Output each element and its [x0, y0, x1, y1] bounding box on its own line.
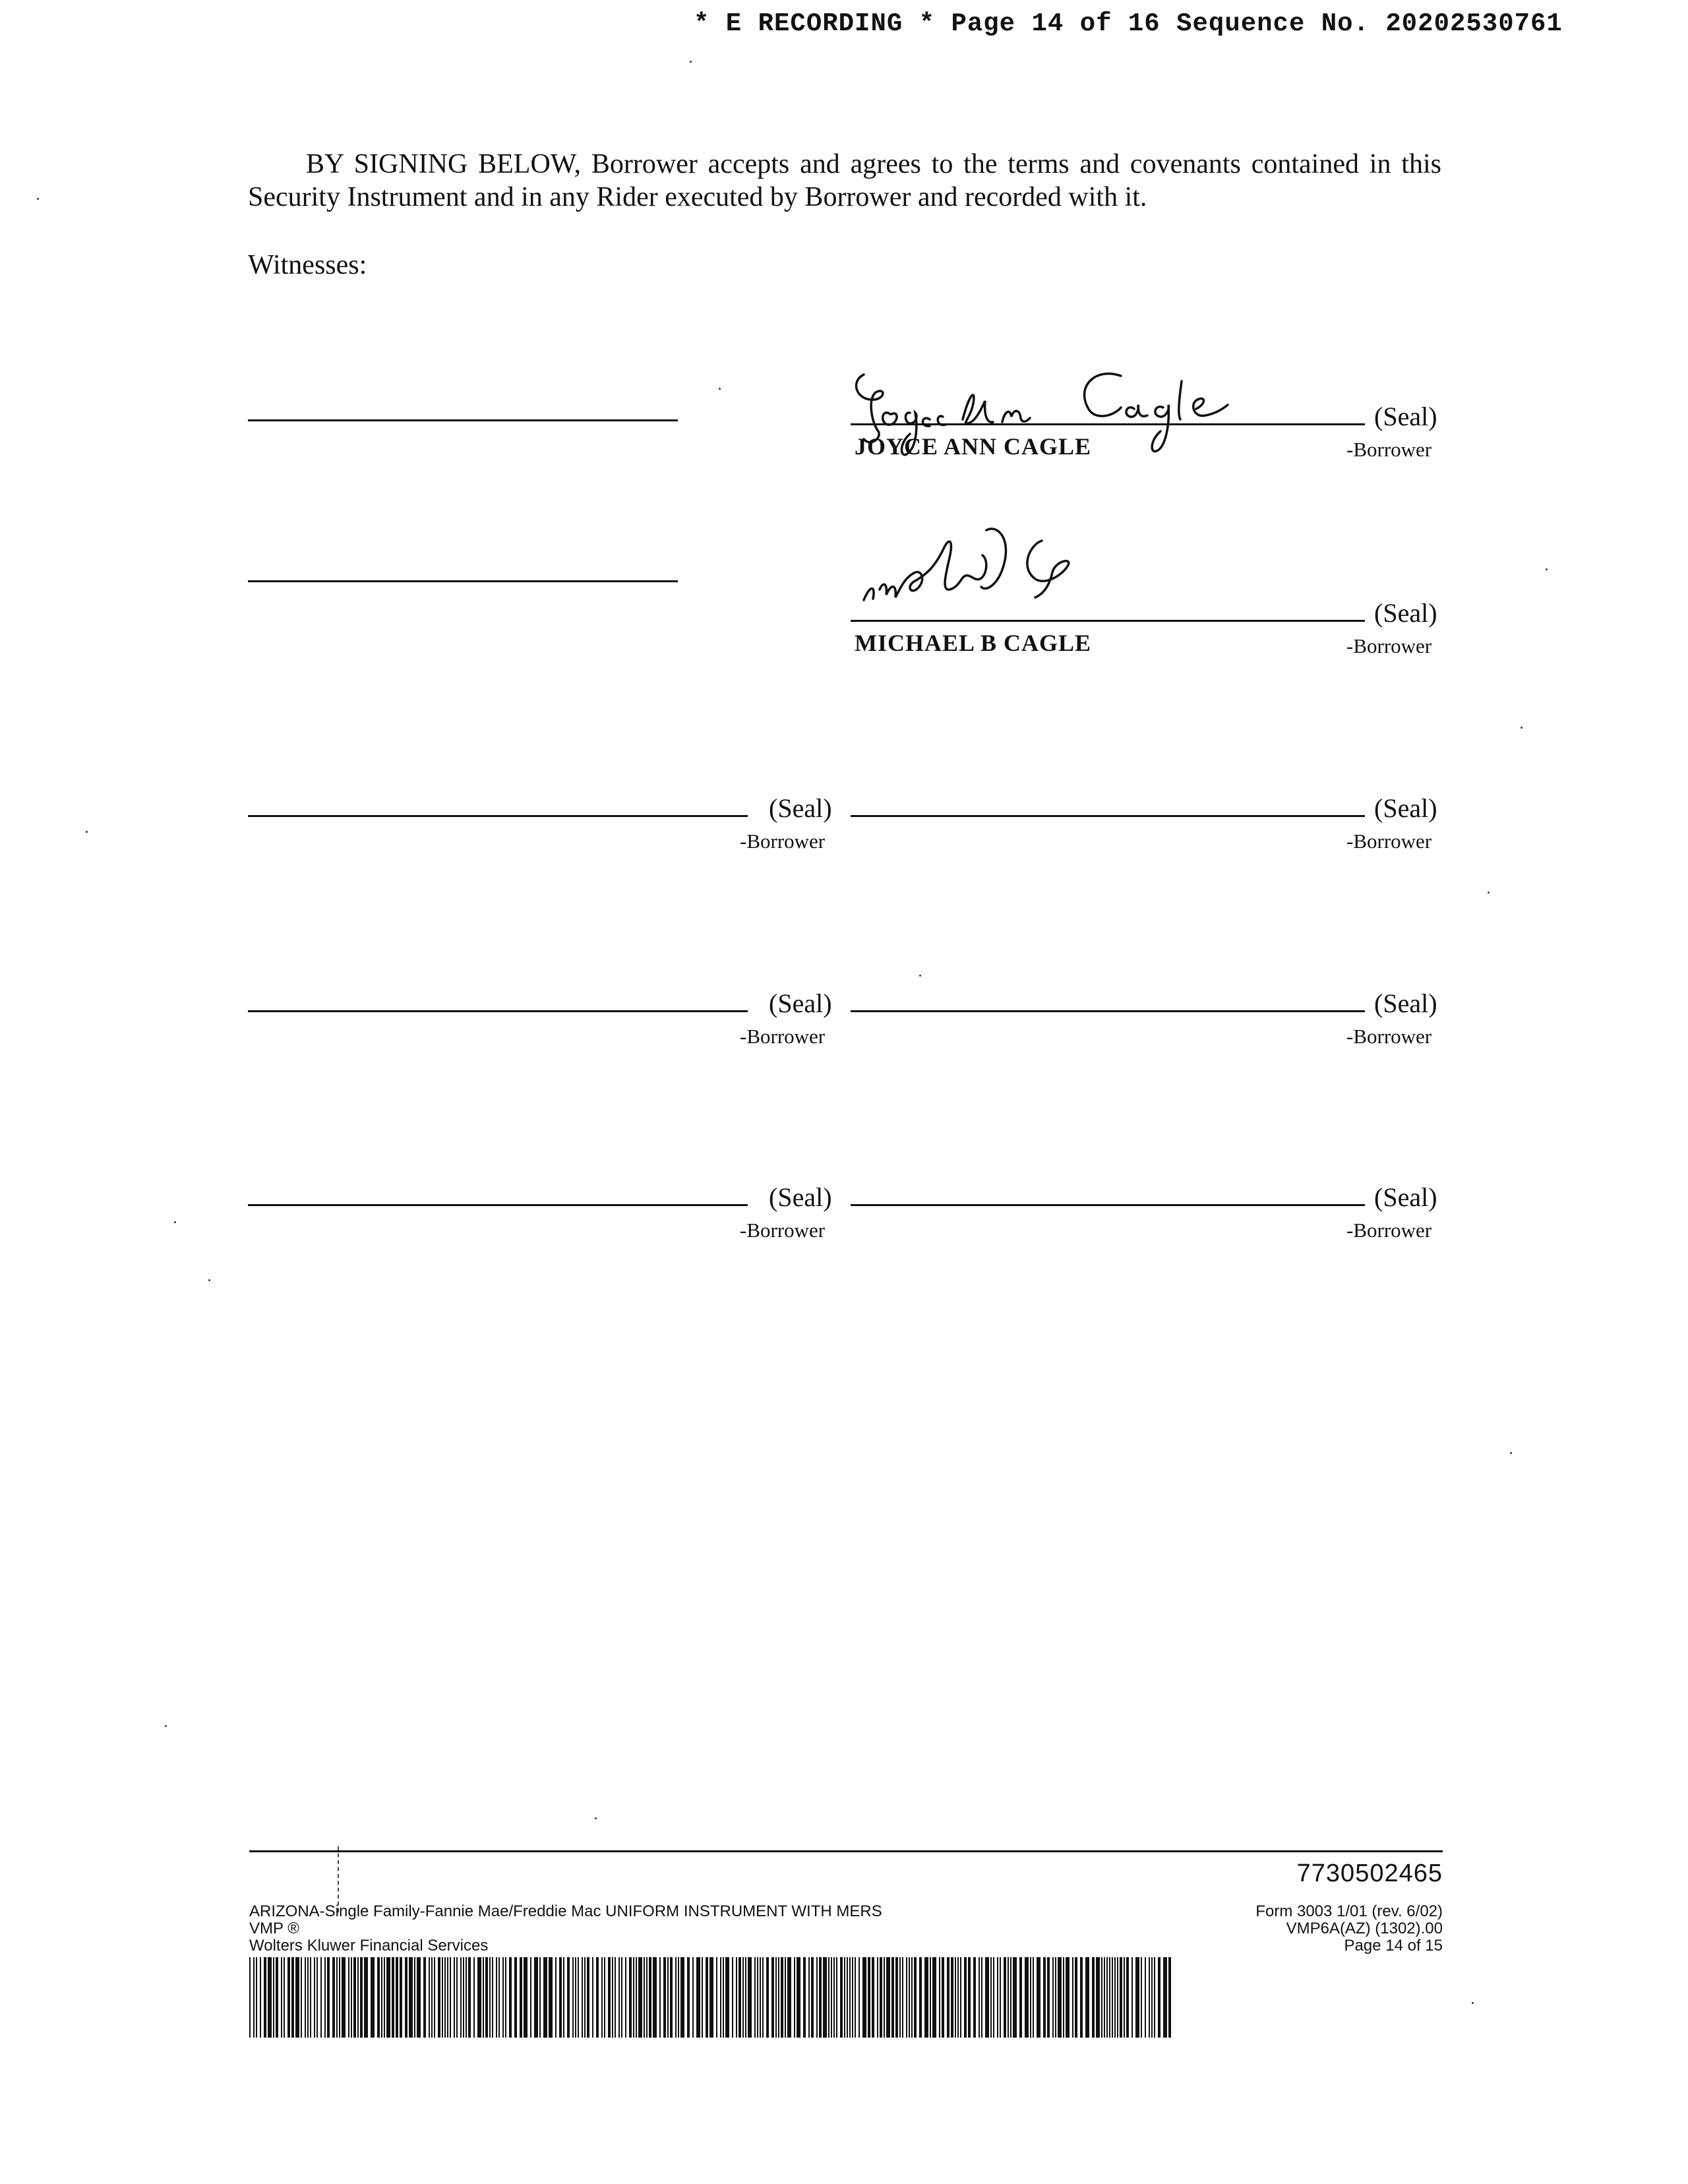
- barcode-bar: [444, 1957, 446, 2038]
- barcode-bar: [260, 1957, 261, 2038]
- barcode-bar: [409, 1957, 413, 2038]
- barcode-bar: [1066, 1957, 1070, 2038]
- publisher: Wolters Kluwer Financial Services: [249, 1937, 489, 1955]
- seal-label: (Seal): [1374, 988, 1437, 1018]
- barcode-bar: [1117, 1957, 1118, 2038]
- barcode-bar: [687, 1957, 690, 2038]
- barcode-bar: [371, 1957, 375, 2038]
- barcode-bar: [732, 1957, 733, 2038]
- barcode-bar: [973, 1957, 976, 2038]
- barcode-bar: [895, 1957, 898, 2038]
- barcode-bar: [775, 1957, 777, 2038]
- barcode-bar: [1008, 1957, 1009, 2038]
- barcode-bar: [1085, 1957, 1089, 2038]
- barcode-bar: [1106, 1957, 1108, 2038]
- barcode-bar: [463, 1957, 464, 2038]
- barcode-bar: [575, 1957, 576, 2038]
- barcode-bar: [485, 1957, 488, 2038]
- barcode-bar: [468, 1957, 471, 2038]
- form-identifiers: [1255, 1903, 1443, 1955]
- barcode-bar: [644, 1957, 645, 2038]
- barcode-bar: [327, 1957, 330, 2038]
- barcode-bar: [1126, 1957, 1129, 2038]
- barcode-bar: [281, 1957, 282, 2038]
- barcode-bar: [572, 1957, 574, 2038]
- barcode-bar: [514, 1957, 517, 2038]
- barcode-bar: [716, 1957, 717, 2038]
- barcode-bar: [797, 1957, 800, 2038]
- barcode-bar: [1158, 1957, 1160, 2038]
- borrower-label: -Borrower: [1346, 1025, 1432, 1048]
- barcode-bar: [392, 1957, 394, 2038]
- barcode-bar: [305, 1957, 306, 2038]
- barcode-bar: [324, 1957, 326, 2038]
- barcode-bar: [1004, 1957, 1006, 2038]
- barcode-bar: [924, 1957, 928, 2038]
- scan-speck: [208, 1279, 210, 1281]
- barcode-bar: [534, 1957, 538, 2038]
- barcode-bar: [706, 1957, 708, 2038]
- barcode-bar: [787, 1957, 791, 2038]
- barcode-bar: [872, 1957, 874, 2038]
- barcode-bar: [559, 1957, 562, 2038]
- barcode-bar: [906, 1957, 907, 2038]
- barcode-bar: [840, 1957, 843, 2038]
- barcode-bar: [811, 1957, 814, 2038]
- barcode-bar: [636, 1957, 637, 2038]
- scan-speck: [919, 975, 921, 977]
- barcode-bar: [823, 1957, 827, 2038]
- barcode-bar: [862, 1957, 866, 2038]
- barcode-bar: [543, 1957, 547, 2038]
- barcode-bar: [633, 1957, 634, 2038]
- barcode-bar: [608, 1957, 611, 2038]
- barcode-bar: [659, 1957, 661, 2038]
- barcode-bar: [1092, 1957, 1095, 2038]
- borrower-label: -Borrower: [1346, 438, 1432, 461]
- barcode-bar: [1013, 1957, 1017, 2038]
- barcode-bar: [1063, 1957, 1064, 2038]
- barcode-bar: [549, 1957, 553, 2038]
- barcode-bar: [592, 1957, 593, 2038]
- barcode-bar: [1072, 1957, 1073, 2038]
- barcode-bar: [276, 1957, 278, 2038]
- barcode-bar: [417, 1957, 421, 2038]
- scan-speck: [1546, 568, 1548, 570]
- barcode-bar: [947, 1957, 950, 2038]
- barcode-bar: [414, 1957, 415, 2038]
- barcode-bar: [990, 1957, 992, 2038]
- barcode-bar: [489, 1957, 491, 2038]
- barcode-bar: [778, 1957, 779, 2038]
- barcode-bar: [450, 1957, 451, 2038]
- barcode-bar: [434, 1957, 435, 2038]
- signature-line: [248, 1204, 748, 1206]
- barcode-bar: [902, 1957, 903, 2038]
- form-code: VMP6A(AZ) (1302).00: [1286, 1920, 1443, 1937]
- barcode-bar: [1075, 1957, 1077, 2038]
- seal-label: (Seal): [769, 1182, 832, 1212]
- barcode-bar: [1120, 1957, 1122, 2038]
- barcode-bar: [884, 1957, 885, 2038]
- barcode-bar: [914, 1957, 917, 2038]
- barcode-bar: [911, 1957, 913, 2038]
- barcode-bar: [891, 1957, 894, 2038]
- form-description: [249, 1903, 882, 1955]
- barcode-bar: [1047, 1957, 1050, 2038]
- signer-name: JOYCE ANN CAGLE: [855, 433, 1092, 460]
- barcode-bar: [400, 1957, 402, 2038]
- barcode-bar: [256, 1957, 257, 2038]
- scan-speck: [37, 198, 39, 200]
- barcode-bar: [629, 1957, 632, 2038]
- barcode-bar: [930, 1957, 931, 2038]
- scan-speck: [690, 61, 692, 63]
- barcode-bar: [587, 1957, 589, 2038]
- barcode-bar: [492, 1957, 493, 2038]
- barcode-bar: [621, 1957, 622, 2038]
- form-title: ARIZONA-Single Family-Fannie Mae/Freddie Mac UNIFORM INSTRUMENT WITH MERS: [249, 1902, 882, 1920]
- barcode-bar: [720, 1957, 721, 2038]
- barcode-bar: [1101, 1957, 1102, 2038]
- barcode-bar: [438, 1957, 440, 2038]
- barcode-bar: [563, 1957, 564, 2038]
- recording-header: * E RECORDING * Page 14 of 16 Sequence No. 20202530761: [694, 9, 1563, 38]
- barcode-bar: [1043, 1957, 1046, 2038]
- barcode-bar: [819, 1957, 822, 2038]
- barcode-bar: [295, 1957, 299, 2038]
- signing-statement: BY SIGNING BELOW, Borrower accepts and agrees to the terms and covenants contained in this Security Instrument and in any Rider executed by Borrower and recorded with it.: [248, 149, 1441, 212]
- barcode-bar: [1055, 1957, 1056, 2038]
- form-page-number: Page 14 of 15: [1344, 1937, 1443, 1955]
- barcode-bar: [301, 1957, 302, 2038]
- seal-label: (Seal): [769, 793, 832, 823]
- barcode-bar: [748, 1957, 752, 2038]
- barcode-bar: [273, 1957, 274, 2038]
- barcode-bar: [1058, 1957, 1062, 2038]
- barcode-bar: [509, 1957, 512, 2038]
- barcode-bar: [625, 1957, 626, 2038]
- barcode-bar: [423, 1957, 426, 2038]
- barcode-bar: [678, 1957, 679, 2038]
- barcode-bar: [498, 1957, 500, 2038]
- barcode-bar: [291, 1957, 294, 2038]
- barcode-bar: [1124, 1957, 1125, 2038]
- barcode-bar: [638, 1957, 642, 2038]
- barcode-bar: [849, 1957, 851, 2038]
- barcode-bar: [1104, 1957, 1105, 2038]
- barcode-bar: [612, 1957, 613, 2038]
- scan-speck: [719, 388, 721, 390]
- barcode-bar: [539, 1957, 541, 2038]
- barcode-bar: [803, 1957, 806, 2038]
- barcode-bar: [1037, 1957, 1040, 2038]
- barcode-bar: [268, 1957, 272, 2038]
- seal-label: (Seal): [1374, 1182, 1437, 1212]
- barcode-bar: [336, 1957, 338, 2038]
- scan-speck: [86, 831, 88, 833]
- barcode-bar: [696, 1957, 700, 2038]
- barcode-bar: [364, 1957, 368, 2038]
- barcode-bar: [1151, 1957, 1153, 2038]
- barcode-bar: [1168, 1957, 1171, 2038]
- barcode-bar: [386, 1957, 390, 2038]
- barcode-bar: [1163, 1957, 1167, 2038]
- barcode-bar: [955, 1957, 956, 2038]
- barcode-bar: [377, 1957, 380, 2038]
- barcode-bar: [979, 1957, 980, 2038]
- signer-name: MICHAEL B CAGLE: [855, 630, 1092, 656]
- barcode-bar: [785, 1957, 786, 2038]
- vmp-mark: VMP ®: [249, 1920, 299, 1937]
- witnesses-label: Witnesses:: [248, 250, 367, 280]
- signature-line-1: [851, 423, 1365, 425]
- barcode-bar: [466, 1957, 467, 2038]
- barcode-bar: [442, 1957, 443, 2038]
- barcode-bar: [877, 1957, 878, 2038]
- barcode-bar: [1010, 1957, 1011, 2038]
- witness-line-1: [248, 419, 678, 421]
- barcode-bar: [287, 1957, 290, 2038]
- barcode-bar: [919, 1957, 922, 2038]
- barcode-bar: [852, 1957, 853, 2038]
- barcode-bar: [316, 1957, 318, 2038]
- borrower-label: -Borrower: [1346, 1219, 1432, 1242]
- barcode-bar: [310, 1957, 311, 2038]
- barcode-bar: [762, 1957, 764, 2038]
- barcode-bar: [384, 1957, 385, 2038]
- barcode-bar: [1052, 1957, 1054, 2038]
- barcode-bar: [808, 1957, 810, 2038]
- barcode-bar: [604, 1957, 605, 2038]
- scan-speck: [174, 1221, 176, 1223]
- barcode-bar: [964, 1957, 967, 2038]
- loan-number: 7730502465: [1296, 1860, 1443, 1887]
- scan-speck: [165, 1725, 167, 1727]
- barcode-bar: [615, 1957, 616, 2038]
- barcode-bar: [1033, 1957, 1034, 2038]
- barcode-bar: [738, 1957, 741, 2038]
- barcode-bar: [477, 1957, 481, 2038]
- barcode-bar: [1000, 1957, 1001, 2038]
- barcode-bar: [932, 1957, 936, 2038]
- barcode-bar: [1025, 1957, 1029, 2038]
- barcode-bar: [844, 1957, 845, 2038]
- barcode-bar: [649, 1957, 651, 2038]
- barcode-bar: [646, 1957, 648, 2038]
- seal-label: (Seal): [1374, 402, 1437, 431]
- borrower-label: -Borrower: [740, 830, 826, 853]
- barcode-bar: [582, 1957, 583, 2038]
- barcode-bar: [833, 1957, 835, 2038]
- barcode-bar: [702, 1957, 703, 2038]
- barcode-bar: [1141, 1957, 1142, 2038]
- barcode-bar: [939, 1957, 940, 2038]
- barcode-bar: [320, 1957, 322, 2038]
- barcode-bar: [1154, 1957, 1155, 2038]
- barcode-bar: [456, 1957, 458, 2038]
- barcode-bar: [618, 1957, 620, 2038]
- barcode-bar: [530, 1957, 531, 2038]
- barcode-bar: [909, 1957, 910, 2038]
- barcode-bar: [1131, 1957, 1133, 2038]
- barcode: [249, 1957, 1172, 2038]
- barcode-bar: [960, 1957, 961, 2038]
- signature-line: [248, 815, 748, 817]
- barcode-bar: [653, 1957, 657, 2038]
- form-number: Form 3003 1/01 (rev. 6/02): [1255, 1902, 1443, 1920]
- barcode-bar: [1109, 1957, 1110, 2038]
- barcode-bar: [709, 1957, 713, 2038]
- barcode-bar: [1135, 1957, 1139, 2038]
- barcode-bar: [968, 1957, 971, 2038]
- barcode-bar: [667, 1957, 669, 2038]
- barcode-bar: [1030, 1957, 1031, 2038]
- barcode-bar: [997, 1957, 998, 2038]
- scan-speck: [1510, 1452, 1512, 1454]
- barcode-bar: [1096, 1957, 1100, 2038]
- barcode-bar: [670, 1957, 673, 2038]
- barcode-bar: [663, 1957, 666, 2038]
- barcode-bar: [405, 1957, 407, 2038]
- barcode-bar: [307, 1957, 309, 2038]
- barcode-bar: [816, 1957, 818, 2038]
- barcode-bar: [348, 1957, 349, 2038]
- scan-speck: [1521, 727, 1522, 729]
- barcode-bar: [831, 1957, 832, 2038]
- seal-label: (Seal): [769, 988, 832, 1018]
- barcode-bar: [1112, 1957, 1113, 2038]
- barcode-bar: [951, 1957, 953, 2038]
- barcode-bar: [342, 1957, 346, 2038]
- barcode-bar: [339, 1957, 340, 2038]
- barcode-bar: [332, 1957, 335, 2038]
- borrower-label: -Borrower: [1346, 830, 1432, 853]
- barcode-bar: [357, 1957, 359, 2038]
- barcode-bar: [584, 1957, 586, 2038]
- barcode-bar: [675, 1957, 677, 2038]
- seal-label: (Seal): [1374, 793, 1437, 823]
- barcode-bar: [899, 1957, 901, 2038]
- barcode-bar: [496, 1957, 497, 2038]
- barcode-bar: [601, 1957, 603, 2038]
- barcode-bar: [284, 1957, 285, 2038]
- borrower-label: -Borrower: [740, 1025, 826, 1048]
- barcode-bar: [353, 1957, 356, 2038]
- barcode-bar: [757, 1957, 758, 2038]
- scan-speck: [595, 1817, 597, 1819]
- barcode-bar: [381, 1957, 382, 2038]
- barcode-bar: [886, 1957, 890, 2038]
- handwritten-signature: [857, 521, 1134, 620]
- barcode-bar: [1149, 1957, 1150, 2038]
- barcode-bar: [725, 1957, 729, 2038]
- barcode-bar: [745, 1957, 746, 2038]
- barcode-bar: [431, 1957, 433, 2038]
- barcode-bar: [754, 1957, 756, 2038]
- barcode-bar: [985, 1957, 989, 2038]
- seal-label: (Seal): [1374, 598, 1437, 628]
- barcode-bar: [1019, 1957, 1022, 2038]
- barcode-bar: [249, 1957, 251, 2038]
- barcode-bar: [794, 1957, 795, 2038]
- barcode-bar: [567, 1957, 570, 2038]
- signature-line-2: [851, 620, 1365, 622]
- barcode-bar: [454, 1957, 455, 2038]
- barcode-bar: [692, 1957, 694, 2038]
- barcode-bar: [680, 1957, 684, 2038]
- barcode-bar: [429, 1957, 430, 2038]
- barcode-bar: [942, 1957, 944, 2038]
- barcode-bar: [742, 1957, 744, 2038]
- barcode-bar: [264, 1957, 266, 2038]
- barcode-bar: [524, 1957, 528, 2038]
- witness-line-2: [248, 580, 678, 582]
- barcode-bar: [880, 1957, 882, 2038]
- signature-line: [851, 1010, 1365, 1012]
- barcode-bar: [736, 1957, 737, 2038]
- barcode-bar: [847, 1957, 848, 2038]
- barcode-bar: [859, 1957, 860, 2038]
- barcode-bar: [855, 1957, 856, 2038]
- barcode-bar: [1145, 1957, 1146, 2038]
- barcode-bar: [771, 1957, 774, 2038]
- signature-line: [248, 1010, 748, 1012]
- barcode-bar: [447, 1957, 448, 2038]
- barcode-bar: [993, 1957, 994, 2038]
- barcode-bar: [836, 1957, 837, 2038]
- footer-rule: [249, 1850, 1443, 1852]
- barcode-bar: [760, 1957, 761, 2038]
- scan-speck: [1472, 2002, 1474, 2004]
- barcode-bar: [483, 1957, 484, 2038]
- barcode-bar: [578, 1957, 579, 2038]
- barcode-bar: [957, 1957, 959, 2038]
- barcode-bar: [766, 1957, 769, 2038]
- signature-line: [851, 815, 1365, 817]
- barcode-bar: [460, 1957, 462, 2038]
- barcode-bar: [505, 1957, 506, 2038]
- barcode-bar: [314, 1957, 315, 2038]
- barcode-bar: [781, 1957, 783, 2038]
- barcode-bar: [828, 1957, 829, 2038]
- barcode-bar: [253, 1957, 255, 2038]
- barcode-bar: [1114, 1957, 1116, 2038]
- barcode-bar: [723, 1957, 724, 2038]
- barcode-bar: [360, 1957, 363, 2038]
- barcode-bar: [1080, 1957, 1083, 2038]
- barcode-bar: [981, 1957, 982, 2038]
- barcode-bar: [868, 1957, 870, 2038]
- barcode-bar: [520, 1957, 522, 2038]
- barcode-bar: [555, 1957, 557, 2038]
- borrower-label: -Borrower: [1346, 634, 1432, 657]
- barcode-bar: [596, 1957, 599, 2038]
- scan-speck: [1488, 892, 1490, 894]
- signature-line: [851, 1204, 1365, 1206]
- borrower-label: -Borrower: [740, 1219, 826, 1242]
- barcode-bar: [396, 1957, 398, 2038]
- barcode-bar: [473, 1957, 475, 2038]
- barcode-bar: [502, 1957, 504, 2038]
- barcode-bar: [351, 1957, 352, 2038]
